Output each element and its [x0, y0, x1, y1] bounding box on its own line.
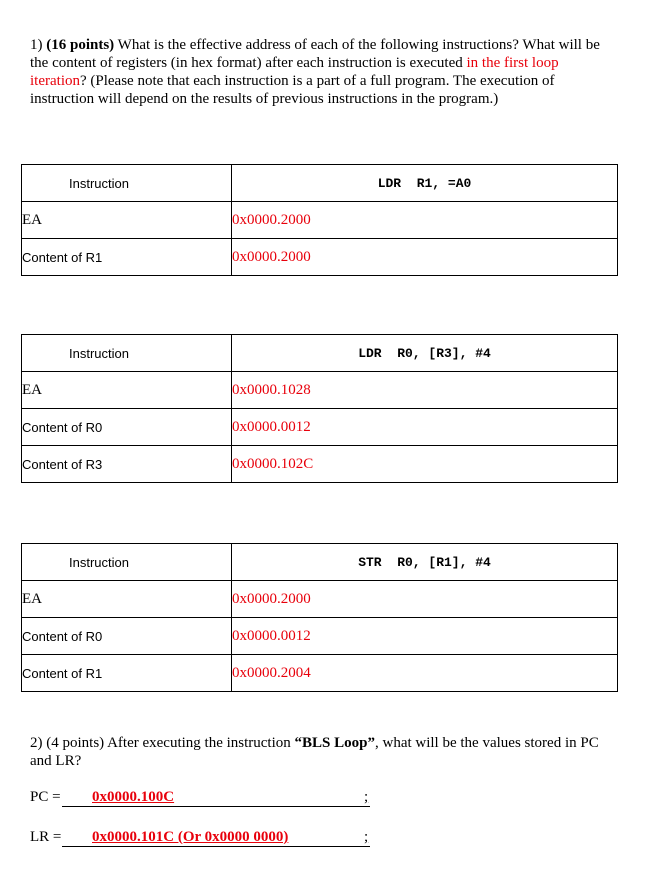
- row-label: Content of R1: [22, 655, 232, 692]
- lr-value: 0x0000.101C (Or 0x0000 0000): [92, 829, 289, 845]
- instruction-code: LDR R1, =A0: [232, 165, 618, 202]
- question-1-text-end: ? (Please note that each instruction is a part of a full program. The execution of instruction will depend on the results of previous instructions in the program.): [30, 73, 555, 107]
- row-label: EA: [22, 372, 232, 409]
- question-2-text-end: , what will be the values stored in PC and LR?: [30, 735, 599, 769]
- instruction-header-label: Instruction: [22, 544, 232, 581]
- row-label: EA: [22, 581, 232, 618]
- instruction-table-2: [21, 334, 618, 483]
- row-value: 0x0000.102C: [232, 446, 618, 483]
- lr-label: LR =: [30, 829, 62, 845]
- row-label: EA: [22, 202, 232, 239]
- question-1-text: What is the effective address of each of the following instructions? What will be the content of registers (in hex format) after each instruction is executed: [30, 37, 600, 71]
- table-header-row: [22, 544, 618, 581]
- table-row: [22, 581, 618, 618]
- pc-value: 0x0000.100C: [92, 789, 175, 805]
- instruction-table-3: [21, 543, 618, 692]
- row-value: 0x0000.0012: [232, 618, 618, 655]
- table-row: [22, 655, 618, 692]
- question-1-highlight: in the first loop iteration: [30, 55, 559, 89]
- table-header-row: [22, 165, 618, 202]
- row-value: 0x0000.0012: [232, 409, 618, 446]
- answer-underline: [62, 806, 370, 807]
- pc-label: PC =: [30, 789, 61, 805]
- instruction-table-1: [21, 164, 618, 276]
- pc-terminator: ;: [364, 789, 369, 805]
- instruction-header-label: Instruction: [22, 335, 232, 372]
- row-value: 0x0000.2000: [232, 239, 618, 276]
- row-value: 0x0000.2004: [232, 655, 618, 692]
- answer-underline: [62, 846, 370, 847]
- question-2: [30, 734, 610, 770]
- lr-answer: [30, 829, 369, 846]
- table-row: [22, 202, 618, 239]
- lr-terminator: ;: [364, 829, 369, 845]
- question-1-points: (16 points): [46, 37, 115, 53]
- question-1: [30, 36, 610, 108]
- row-value: 0x0000.2000: [232, 202, 618, 239]
- question-2-instruction: “BLS Loop”: [294, 735, 375, 751]
- instruction-header-label: Instruction: [22, 165, 232, 202]
- pc-answer: [30, 789, 369, 806]
- table-row: [22, 618, 618, 655]
- row-label: Content of R0: [22, 618, 232, 655]
- row-value: 0x0000.1028: [232, 372, 618, 409]
- row-label: Content of R0: [22, 409, 232, 446]
- table-row: [22, 446, 618, 483]
- table-header-row: [22, 335, 618, 372]
- instruction-code: STR R0, [R1], #4: [232, 544, 618, 581]
- row-value: 0x0000.2000: [232, 581, 618, 618]
- row-label: Content of R3: [22, 446, 232, 483]
- row-label: Content of R1: [22, 239, 232, 276]
- question-2-text: 2) (4 points) After executing the instruction: [30, 735, 295, 751]
- table-row: [22, 409, 618, 446]
- instruction-code: LDR R0, [R3], #4: [232, 335, 618, 372]
- question-1-number: 1): [30, 37, 43, 53]
- table-row: [22, 372, 618, 409]
- table-row: [22, 239, 618, 276]
